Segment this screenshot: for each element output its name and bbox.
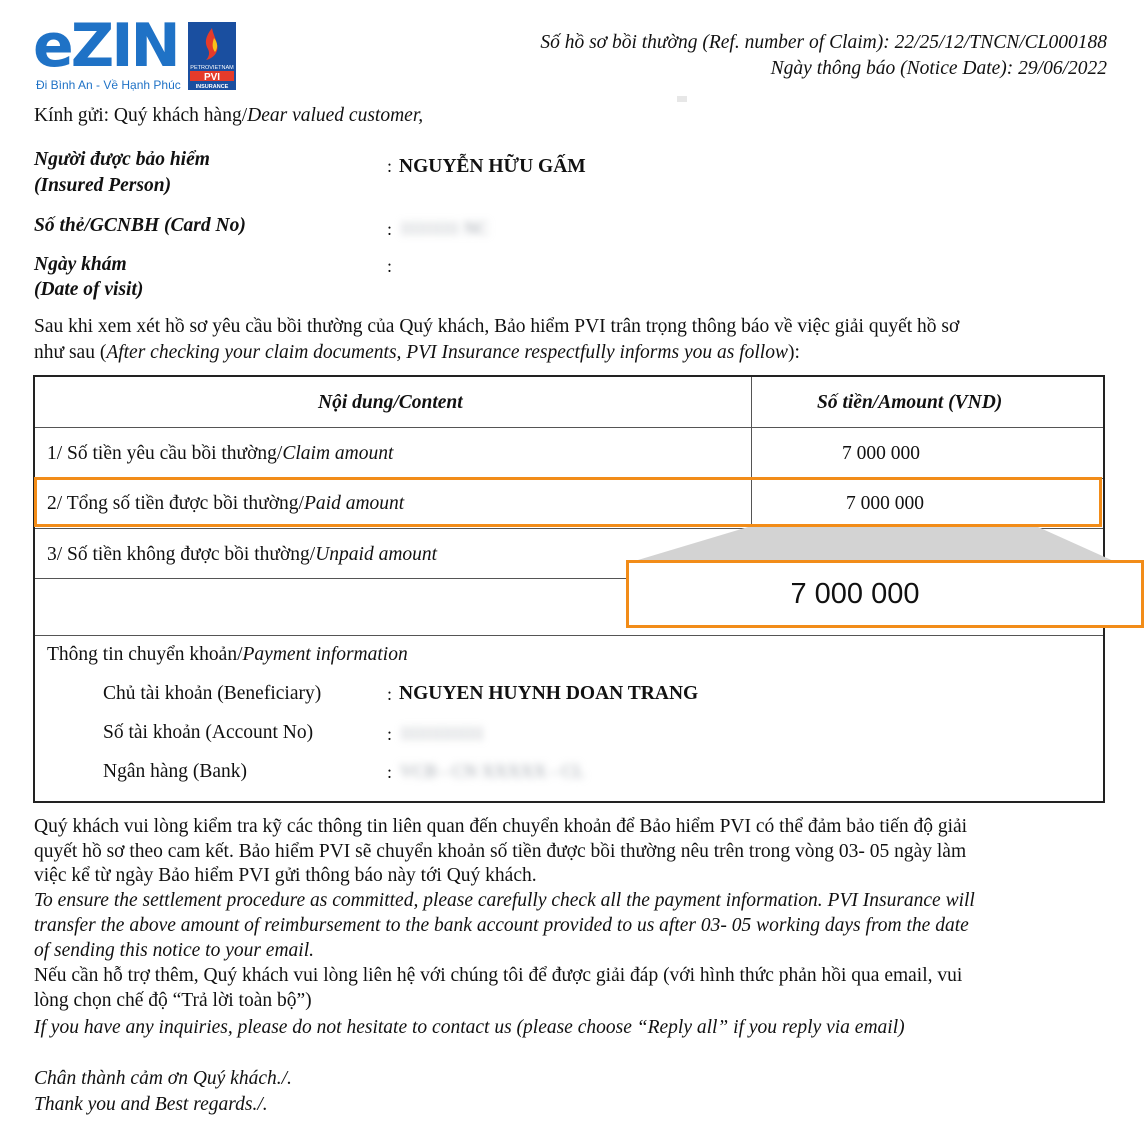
insured-label-en: (Insured Person) xyxy=(34,175,172,196)
intro-end: ): xyxy=(787,342,800,363)
payment-title-en: Payment information xyxy=(242,644,408,665)
row-label-en: Paid amount xyxy=(303,493,405,514)
colon: : xyxy=(387,762,393,782)
greeting-vi: Kính gửi: Quý khách hàng/ xyxy=(34,105,248,126)
ezin-tagline: Đi Bình An - Về Hạnh Phúc xyxy=(36,78,181,92)
intro-vi: như sau ( xyxy=(34,342,107,363)
support-en-line: If you have any inquiries, please do not hesitate to contact us (please choose “Reply all” if you reply via email) xyxy=(34,1017,905,1038)
scan-mark xyxy=(677,96,687,102)
note-en-line-2: transfer the above amount of reimbursement to the bank account provided to us after 03- 05 working days from the date xyxy=(34,915,969,936)
notice-date: Ngày thông báo (Notice Date): 29/06/2022 xyxy=(770,58,1107,79)
support-vi-line-2: lòng chọn chế độ “Trả lời toàn bộ”) xyxy=(34,990,312,1011)
callout-amount: 7 000 000 xyxy=(790,577,920,610)
payment-title-vi: Thông tin chuyển khoản/ xyxy=(47,644,243,665)
visit-date-label-en: (Date of visit) xyxy=(34,279,144,300)
card-no-label: Số thẻ/GCNBH (Card No) xyxy=(34,215,246,236)
colon: : xyxy=(387,156,393,176)
closing-vi: Chân thành cảm ơn Quý khách./. xyxy=(34,1068,292,1089)
colon: : xyxy=(387,219,393,239)
note-en-line-1: To ensure the settlement procedure as committed, please carefully check all the payment information. PVI Insurance will xyxy=(34,890,975,911)
row-label-vi: 1/ Số tiền yêu cầu bồi thường/ xyxy=(47,443,283,464)
account-no-redacted: 1111111111 xyxy=(400,723,484,743)
greeting xyxy=(34,103,423,129)
row-claim-amount-value: 7 000 000 xyxy=(842,443,920,464)
row-label-vi: 2/ Tổng số tiền được bồi thường/ xyxy=(47,493,304,514)
insured-label: Người được bảo hiểm xyxy=(34,149,210,170)
col-header-content: Nội dung/Content xyxy=(318,392,463,413)
payment-info-title xyxy=(47,642,408,668)
intro-en: After checking your claim documents, PVI Insurance respectfully informs you as follow xyxy=(106,342,788,363)
claim-ref-number: Số hồ sơ bồi thường (Ref. number of Claim): 22/25/12/TNCN/CL000188 xyxy=(540,32,1107,53)
row-claim-amount-label xyxy=(47,441,393,467)
row-label-en: Unpaid amount xyxy=(315,544,438,565)
beneficiary-label: Chủ tài khoản (Beneficiary) xyxy=(103,683,322,704)
greeting-en: Dear valued customer, xyxy=(247,105,424,126)
row-unpaid-amount-label xyxy=(47,542,437,568)
paid-amount-callout xyxy=(626,560,1144,628)
paid-amount-highlight xyxy=(34,477,1102,527)
support-vi-line-1: Nếu cần hỗ trợ thêm, Quý khách vui lòng liên hệ với chúng tôi để được giải đáp (với hình thức phản hồi qua email, vui xyxy=(34,965,963,986)
note-vi-line-3: việc kể từ ngày Bảo hiểm PVI gửi thông báo này tới Quý khách. xyxy=(34,865,537,886)
note-vi-line-1: Quý khách vui lòng kiểm tra kỹ các thông tin liên quan đến chuyển khoản để Bảo hiểm PVI có thể đảm bảo tiến độ giải xyxy=(34,816,968,837)
beneficiary-name: NGUYEN HUYNH DOAN TRANG xyxy=(399,683,699,704)
colon: : xyxy=(387,256,393,276)
note-en-line-3: of sending this notice to your email. xyxy=(34,940,315,961)
intro-line-1: Sau khi xem xét hồ sơ yêu cầu bồi thường của Quý khách, Bảo hiểm PVI trân trọng thông báo về việc giải quyết hồ sơ xyxy=(34,316,960,337)
bank-name-redacted: VCB - CN XXXXX - CL xyxy=(400,761,585,781)
partner-top: PETROVIETNAM xyxy=(190,65,234,71)
colon: : xyxy=(387,724,393,744)
ezin-logo: eZIN xyxy=(33,11,178,81)
row-paid-amount-value: 7 000 000 xyxy=(846,493,924,514)
row-label-en: Claim amount xyxy=(282,443,394,464)
note-vi-line-2: quyết hồ sơ theo cam kết. Bảo hiểm PVI sẽ chuyển khoản số tiền được bồi thường nêu trên trong vòng 03- 05 ngày làm xyxy=(34,841,967,862)
card-no-value-redacted: 1111111 NC xyxy=(400,218,489,238)
colon: : xyxy=(387,684,393,704)
partner-mid: PVI xyxy=(203,72,221,83)
account-no-label: Số tài khoản (Account No) xyxy=(103,722,314,743)
partner-bottom: INSURANCE xyxy=(195,84,229,90)
bank-label: Ngân hàng (Bank) xyxy=(103,761,248,782)
intro-line-2 xyxy=(34,340,800,366)
row-label-vi: 3/ Số tiền không được bồi thường/ xyxy=(47,544,316,565)
col-header-amount: Số tiền/Amount (VND) xyxy=(817,392,1003,413)
callout-connector xyxy=(628,527,1118,563)
closing-en: Thank you and Best regards./. xyxy=(34,1094,268,1115)
pvi-logo xyxy=(188,22,236,90)
visit-date-label: Ngày khám xyxy=(34,254,127,275)
insured-person-name: NGUYỄN HỮU GẤM xyxy=(399,156,586,177)
